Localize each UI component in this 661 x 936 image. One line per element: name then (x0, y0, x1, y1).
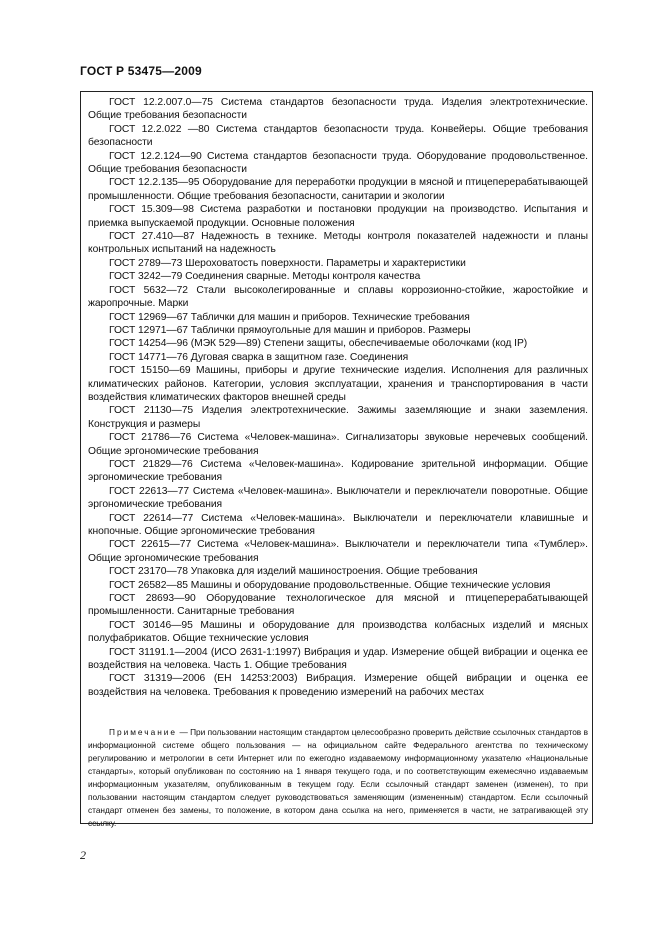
reference-item: ГОСТ 21829—76 Система «Человек-машина». Кодирование зрительной информации. Общие эргономические требования (88, 458, 588, 484)
reference-item: ГОСТ 26582—85 Машины и оборудование продовольственные. Общие технические условия (109, 579, 551, 591)
document-header: ГОСТ Р 53475—2009 (80, 64, 202, 78)
page-number: 2 (80, 848, 86, 862)
reference-item: ГОСТ 14771—76 Дуговая сварка в защитном газе. Соединения (109, 351, 409, 363)
reference-item: ГОСТ 14254—96 (МЭК 529—89) Степени защиты, обеспечиваемые оболочками (код IP) (109, 338, 528, 350)
reference-item: ГОСТ 12969—67 Таблички для машин и приборов. Технические требования (109, 311, 470, 323)
reference-item: ГОСТ 15150—69 Машины, приборы и другие технические изделия. Исполнения для различных климатических районов. Категории, условия эксплуатации, хранения и транспортирования в части воздействия климатических факторов внешней среды (88, 365, 588, 403)
reference-item: ГОСТ 21130—75 Изделия электротехнические. Зажимы заземляющие и знаки заземления. Конструкция и размеры (88, 405, 588, 430)
reference-item: ГОСТ 3242—79 Соединения сварные. Методы контроля качества (109, 271, 421, 283)
reference-item: ГОСТ 28693—90 Оборудование технологическое для мясной и птицеперерабатывающей промышленности. Санитарные требования (88, 593, 588, 618)
reference-item: ГОСТ 27.410—87 Надежность в технике. Методы контроля показателей надежности и планы контрольных испытаний на надежность (88, 231, 588, 256)
reference-item: ГОСТ 31191.1—2004 (ИСО 2631-1:1997) Вибрация и удар. Измерение общей вибрации и оценка ее воздействия на человека. Часть 1. Общие требования (88, 646, 588, 672)
reference-item: ГОСТ 22614—77 Система «Человек-машина». Выключатели и переключатели клавишные и кнопочные. Общие эргономические требования (88, 512, 588, 537)
reference-item: ГОСТ 12.2.124—90 Система стандартов безопасности труда. Оборудование продовольственное. Общие требования безопасности (88, 150, 588, 176)
reference-item: ГОСТ 15.309—98 Система разработки и постановки продукции на производство. Испытания и приемка выпускаемой продукции. Основные положения (88, 204, 588, 229)
reference-item: ГОСТ 22615—77 Система «Человек-машина». Выключатели и переключатели типа «Тумблер». Общие эргономические требования (88, 539, 588, 564)
note-text: — При пользовании настоящим стандартом целесообразно проверить действие ссылочных стандартов в информационной системе общего пользования — на официальном сайте Федерального агентства по техническому регулированию и метрологии в сети Интернет или по ежегодно издаваемому информационному указателю «Национальные стандарты», который опубликован по состоянию на 1 января текущего года, и по соответствующим ежемесячно издаваемым информационным указателям, опубликованным в текущем году. Если ссылочный стандарт заменен (изменен), то при пользовании настоящим стандартом следует руководствоваться заменяющим (измененным) стандартом. Если ссылочный стандарт отменен без замены, то положение, в котором дана ссылка на него, применяется в части, не затрагивающей эту ссылку. (88, 727, 588, 829)
reference-item: ГОСТ 5632—72 Стали высоколегированные и сплавы коррозионно-стойкие, жаростойкие и жаропрочные. Марки (88, 284, 588, 310)
reference-item: ГОСТ 31319—2006 (ЕН 14253:2003) Вибрация. Измерение общей вибрации и оценка ее воздействия на человека. Требования к проведению измерений на рабочих местах (88, 673, 588, 698)
reference-item: ГОСТ 12971—67 Таблички прямоугольные для машин и приборов. Размеры (109, 324, 471, 336)
reference-item: ГОСТ 30146—95 Машины и оборудование для производства колбасных изделий и мясных полуфабрикатов. Общие технические условия (88, 619, 588, 645)
reference-item: ГОСТ 23170—78 Упаковка для изделий машиностроения. Общие требования (109, 566, 478, 578)
reference-item: ГОСТ 22613—77 Система «Человек-машина». Выключатели и переключатели поворотные. Общие эргономические требования (88, 485, 588, 511)
reference-item: ГОСТ 12.2.022 —80 Система стандартов безопасности труда. Конвейеры. Общие требования безопасности (88, 123, 588, 149)
note-paragraph (88, 726, 588, 830)
reference-item: ГОСТ 12.2.007.0—75 Система стандартов безопасности труда. Изделия электротехнические. Общие требования безопасности (88, 97, 588, 122)
reference-item: ГОСТ 21786—76 Система «Человек-машина». Сигнализаторы звуковые неречевых сообщений. Общие эргономические требования (88, 432, 588, 457)
reference-item: ГОСТ 2789—73 Шероховатость поверхности. Параметры и характеристики (109, 257, 466, 269)
reference-item: ГОСТ 12.2.135—95 Оборудование для переработки продукции в мясной и птицеперерабатывающей промышленности. Общие требования безопасности, санитарии и экологии (88, 177, 588, 202)
note-label: Примечание (109, 727, 178, 738)
reference-list (88, 96, 588, 699)
